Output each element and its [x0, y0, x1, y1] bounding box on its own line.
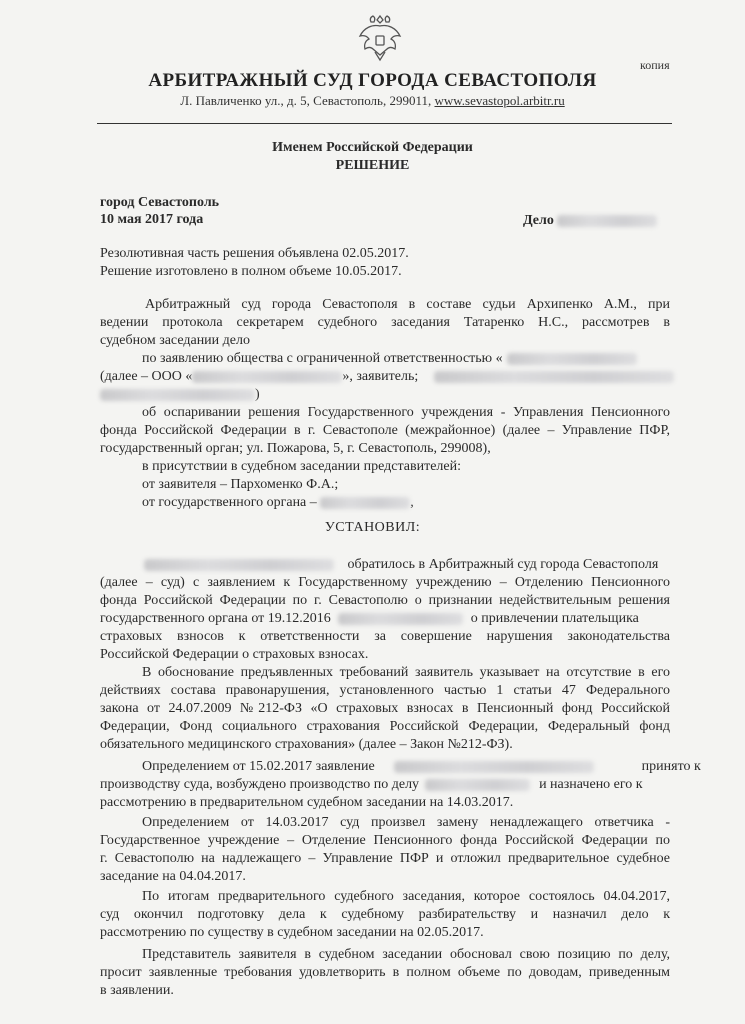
body-line [100, 776, 670, 794]
court-name: АРБИТРАЖНЫЙ СУД ГОРОДА СЕВАСТОПОЛЯ [148, 70, 597, 91]
body-line: в заявлении. [100, 983, 174, 998]
presence-line [142, 494, 670, 512]
coat-of-arms-icon [355, 12, 405, 64]
presence-line: в присутствии в судебном заседании представителей: [142, 459, 461, 474]
composition-line: Арбитражный суд города Севастополя в составе судьи Архипенко А.М., при [145, 297, 670, 312]
decision-prepared: Решение изготовлено в полном объеме 10.05.2017. [100, 264, 402, 279]
body-line: рассмотрению по существу в судебном заседании на 02.05.2017. [100, 925, 484, 940]
body-line: просит заявленные требования удовлетворить в полном объеме по доводам, приведенным [100, 965, 670, 980]
redacted-case-number [557, 215, 657, 227]
composition-line: ведении протокола секретарем судебного заседания Татаренко Н.С., рассмотрев в [100, 315, 670, 330]
body-line: В обоснование предъявленных требований заявитель указывает на отсутствие в его [142, 665, 670, 680]
applicant-text: по заявлению общества с ограниченной ответственностью « [142, 351, 503, 366]
subject-line: об оспаривании решения Государственного учреждения - Управления Пенсионного [142, 405, 670, 420]
presence-text: , [410, 495, 414, 510]
redacted-decision-number [338, 613, 463, 625]
header-divider [97, 123, 672, 124]
body-line: закона от 24.07.2009 №212-ФЗ «О страховых взносах в Пенсионный фонд Российской [100, 701, 670, 716]
body-line [142, 758, 701, 776]
body-line: обязательного медицинского страхования» (далее – Закон №212-ФЗ). [100, 737, 513, 752]
case-label: Дело [523, 213, 554, 228]
case-number [523, 213, 657, 229]
body-line: Федерации, Фонд социального страхования Российской Федерации, Федеральный фонд [100, 719, 670, 734]
body-text: принято к [641, 759, 701, 774]
body-line: заседание на 04.04.2017. [100, 869, 246, 884]
body-line: фонда Российской Федерации по г. Севастополю о признании недействительным решения [100, 593, 670, 608]
subject-line: государственный орган; ул. Пожарова, 5, г. Севастополь, 299008), [100, 441, 491, 456]
body-line [100, 556, 670, 574]
body-line: Российской Федерации о страховых взносах. [100, 647, 369, 662]
body-line [100, 610, 670, 628]
body-text: государственного органа от 19.12.2016 [100, 611, 331, 626]
body-text: производству суда, возбуждено производство по делу [100, 777, 420, 792]
presence-text: от государственного органа – [142, 495, 317, 510]
applicant-line [100, 386, 670, 404]
established-heading: УСТАНОВИЛ: [324, 520, 421, 535]
applicant-text: », заявитель; [342, 369, 419, 384]
body-line: По итогам предварительного судебного заседания, которое состоялось 04.04.2017, [142, 889, 670, 904]
body-text: обратилось в Арбитражный суд города Севастополя [347, 557, 659, 572]
composition-line: судебном заседании дело [100, 333, 250, 348]
decision-heading: РЕШЕНИЕ [335, 158, 410, 173]
body-text: Определением от 15.02.2017 заявление [142, 759, 375, 774]
address-text: Л. Павличенко ул., д. 5, Севастополь, 299011, [180, 93, 432, 108]
body-line: г. Севастополю на надлежащего – Управление ПФР и отложил предварительное судебное [100, 851, 670, 866]
body-line: рассмотрению в предварительном судебном заседании на 14.03.2017. [100, 795, 514, 810]
redacted-case-number [425, 779, 530, 791]
court-address [0, 93, 745, 109]
redacted-company [144, 559, 334, 571]
redacted-company [394, 761, 594, 773]
redacted-address-cont [100, 389, 255, 401]
in-name-heading: Именем Российской Федерации [272, 140, 473, 155]
body-line: Государственное учреждение – Отделение Пенсионного фонда Российской Федерации по [100, 833, 670, 848]
body-text: и назначено его к [539, 777, 643, 792]
body-line: Определением от 14.03.2017 суд произвел замену ненадлежащего ответчика - [142, 815, 670, 830]
decision-date: 10 мая 2017 года [100, 212, 204, 227]
body-line: страховых взносов к ответственности за совершение нарушения законодательства [100, 629, 670, 644]
subject-line: фонда Российской Федерации в г. Севастополе (межрайонное) (далее – Управление ПФР, [100, 423, 670, 438]
redacted-company [507, 353, 637, 365]
applicant-line [142, 350, 670, 368]
redacted-representative [320, 497, 410, 509]
redacted-address [434, 371, 674, 383]
body-line: Представитель заявителя в судебном заседании обосновал свою позицию по делу, [142, 947, 670, 962]
body-text: о привлечении плательщика [470, 611, 639, 626]
redacted-company-short [192, 371, 342, 383]
body-line: действиях состава правонарушения, установленного частью 1 статьи 47 Федерального [100, 683, 670, 698]
presence-line: от заявителя – Пархоменко Ф.А.; [142, 477, 339, 492]
applicant-line [100, 368, 670, 386]
city: город Севастополь [100, 195, 220, 210]
court-website-link[interactable]: www.sevastopol.arbitr.ru [434, 93, 565, 108]
applicant-text: ) [255, 387, 260, 402]
copy-mark: копия [640, 58, 670, 72]
body-line: суд окончил подготовку дела к судебному разбирательству и назначил дело к [100, 907, 670, 922]
applicant-text: (далее – ООО « [100, 369, 193, 384]
body-line: (далее – суд) с заявлением к Государственному учреждению – Отделению Пенсионного [100, 575, 670, 590]
resolution-announced: Резолютивная часть решения объявлена 02.05.2017. [100, 246, 409, 261]
